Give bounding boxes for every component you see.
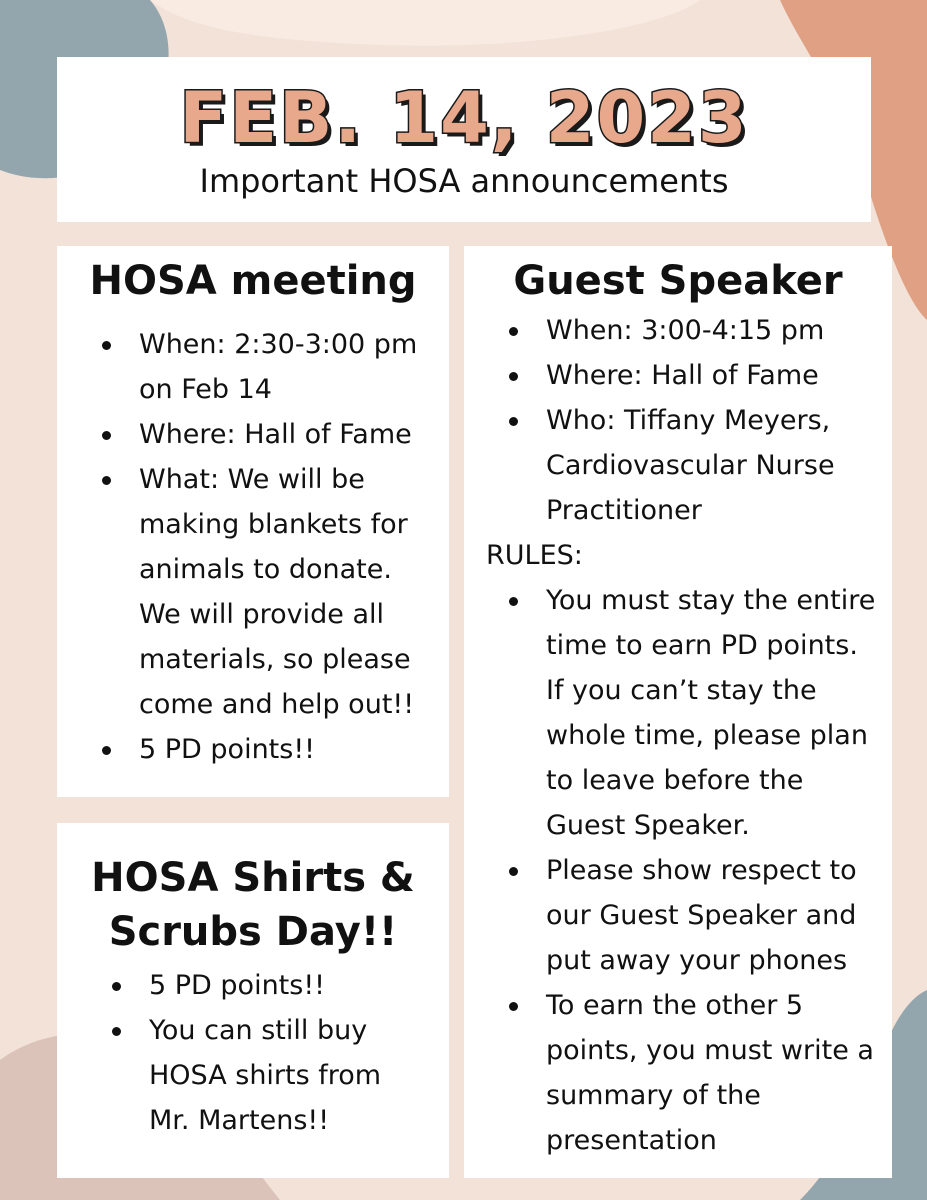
shirts-list — [104, 963, 409, 1143]
speaker-heading: Guest Speaker — [513, 258, 843, 304]
rules-list — [501, 578, 880, 1163]
announcements-subtitle: Important HOSA announcements — [199, 162, 729, 200]
speaker-card — [464, 246, 892, 1178]
shirts-heading: HOSA Shirts & Scrubs Day!! — [91, 855, 415, 955]
list-item: 5 PD points!! — [104, 963, 409, 1008]
list-item: Where: Hall of Fame — [94, 412, 423, 457]
meeting-card — [57, 246, 449, 797]
list-item: To earn the other 5 points, you must write a summary of the presentation — [501, 983, 880, 1163]
rules-label: RULES: — [486, 540, 583, 571]
beige-blob-top — [150, 0, 700, 46]
list-item: You must stay the entire time to earn PD points. If you can’t stay the whole time, please plan to leave before the Guest Speaker. — [501, 578, 880, 848]
header-card — [57, 57, 871, 222]
list-item: When: 2:30-3:00 pm on Feb 14 — [94, 322, 423, 412]
list-item: Please show respect to our Guest Speaker and put away your phones — [501, 848, 880, 983]
meeting-list — [94, 322, 423, 772]
list-item: 5 PD points!! — [94, 727, 423, 772]
list-item: When: 3:00-4:15 pm — [501, 308, 878, 353]
speaker-list — [501, 308, 878, 533]
list-item: You can still buy HOSA shirts from Mr. Martens!! — [104, 1008, 409, 1143]
shirts-card — [57, 823, 449, 1178]
date-title: FEB. 14, 2023 — [179, 77, 749, 159]
meeting-heading: HOSA meeting — [89, 258, 417, 304]
list-item: Who: Tiffany Meyers, Cardiovascular Nurse Practitioner — [501, 398, 878, 533]
list-item: What: We will be making blankets for animals to donate. We will provide all materials, so please come and help out!! — [94, 457, 423, 727]
list-item: Where: Hall of Fame — [501, 353, 878, 398]
